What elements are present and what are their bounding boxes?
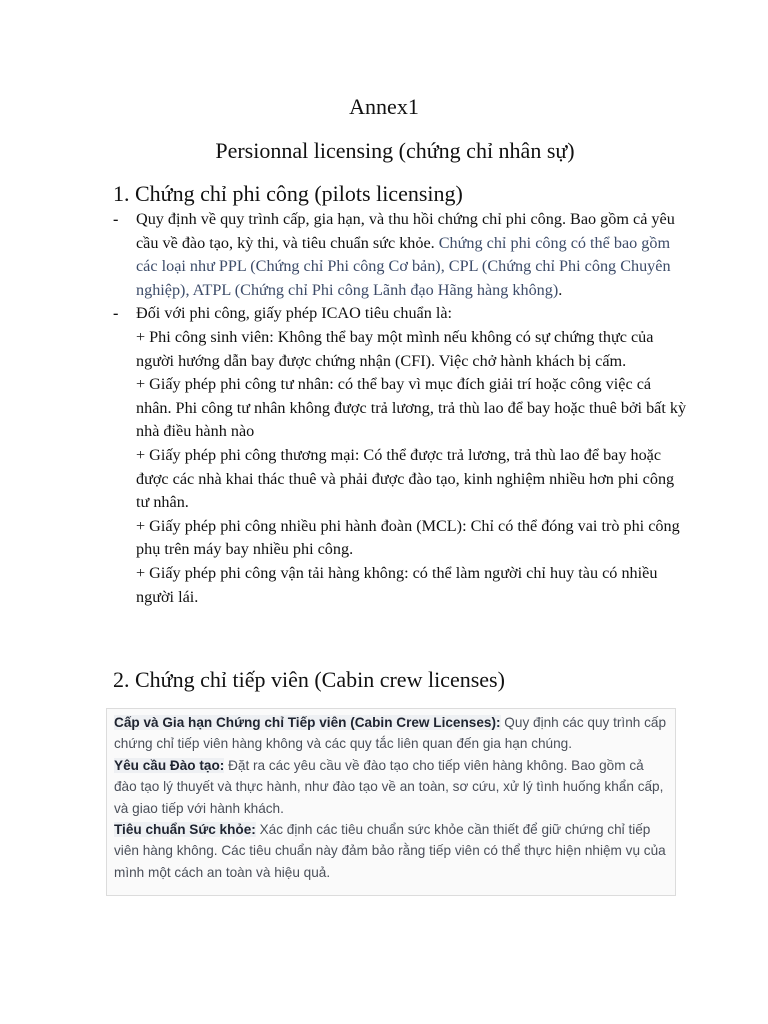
list-bullet: - <box>113 210 119 228</box>
sub-line: + Phi công sinh viên: Không thể bay một mình nếu không có sự chứng thực của người hướng dẫn bay được chứng nhận (CFI). Việc chở hành khách bị cấm. <box>136 327 654 370</box>
info-text: Xác định các tiêu chuẩn sức khỏe cần thiết để giữ chứng chỉ tiếp viên hàng không. Các tiêu chuẩn này đảm bảo rằng tiếp viên có thể thực hiện nhiệm vụ của mình một cách an toàn và hiệu quả. <box>114 822 666 880</box>
sub-line: + Giấy phép phi công nhiều phi hành đoàn (MCL): Chỉ có thể đóng vai trò phi công phụ trên máy bay nhiều phi công. <box>136 516 680 559</box>
info-label: Cấp và Gia hạn Chứng chỉ Tiếp viên (Cabin Crew Licenses): <box>114 715 501 730</box>
info-paragraph <box>114 712 669 755</box>
list-bullet: - <box>113 304 119 323</box>
sub-line: + Giấy phép phi công vận tải hàng không: có thể làm người chỉ huy tàu có nhiều người lái. <box>136 563 658 606</box>
section-2-heading: 2. Chứng chỉ tiếp viên (Cabin crew licenses) <box>113 667 505 692</box>
info-text: Đặt ra các yêu cầu về đào tạo cho tiếp viên hàng không. Bao gồm cả đào tạo lý thuyết và thực hành, như đào tạo về an toàn, sơ cứu, xử lý tình huống khẩn cấp, và giao tiếp với hành khách. <box>114 757 664 816</box>
list-item-tail: . <box>558 280 563 299</box>
info-paragraph <box>114 755 669 819</box>
info-label: Yêu cầu Đào tạo: <box>114 757 225 773</box>
info-label: Tiêu chuẩn Sức khỏe: <box>114 822 256 838</box>
sub-line: + Giấy phép phi công tư nhân: có thể bay vì mục đích giải trí hoặc công việc cá nhân. Phi công tư nhân không được trả lương, trả thù lao để bay hoặc thuê bởi bất kỳ nhà điều hành nào <box>136 375 687 441</box>
annex-title: Annex1 <box>349 94 419 119</box>
list-item-text: Đối với phi công, giấy phép ICAO tiêu chuẩn là: <box>136 304 453 323</box>
list-item-text: Quy định về quy trình cấp, gia hạn, và thu hồi chứng chỉ phi công. Bao gồm cả yêu cầu về đào tạo, kỳ thi, và tiêu chuẩn sức khỏe. <box>136 210 675 252</box>
list-item <box>113 208 688 302</box>
sub-line: + Giấy phép phi công thương mại: Có thể được trả lương, trả thù lao để bay hoặc được các nhà khai thác thuê và phải được đào tạo, kinh nghiệm nhiều hơn phi công tư nhân. <box>136 445 675 512</box>
info-text: Quy định các quy trình cấp chứng chỉ tiếp viên hàng không và các quy tắc liên quan đến gia hạn chúng. <box>114 715 667 752</box>
document-subtitle: Persionnal licensing (chứng chỉ nhân sự) <box>215 138 575 163</box>
pilot-licensing-list <box>113 208 688 609</box>
section-1-heading: 1. Chứng chỉ phi công (pilots licensing) <box>113 181 463 206</box>
list-item <box>113 302 688 609</box>
info-paragraph <box>114 819 669 883</box>
cabin-crew-info-box <box>106 708 676 896</box>
highlighted-text: Chứng chỉ phi công có thể bao gồm các loại như PPL (Chứng chỉ Phi công Cơ bản), CPL (Chứng chỉ Phi công Chuyên nghiệp), ATPL (Chứng chỉ Phi công Lãnh đạo Hãng hàng không) <box>136 233 671 299</box>
